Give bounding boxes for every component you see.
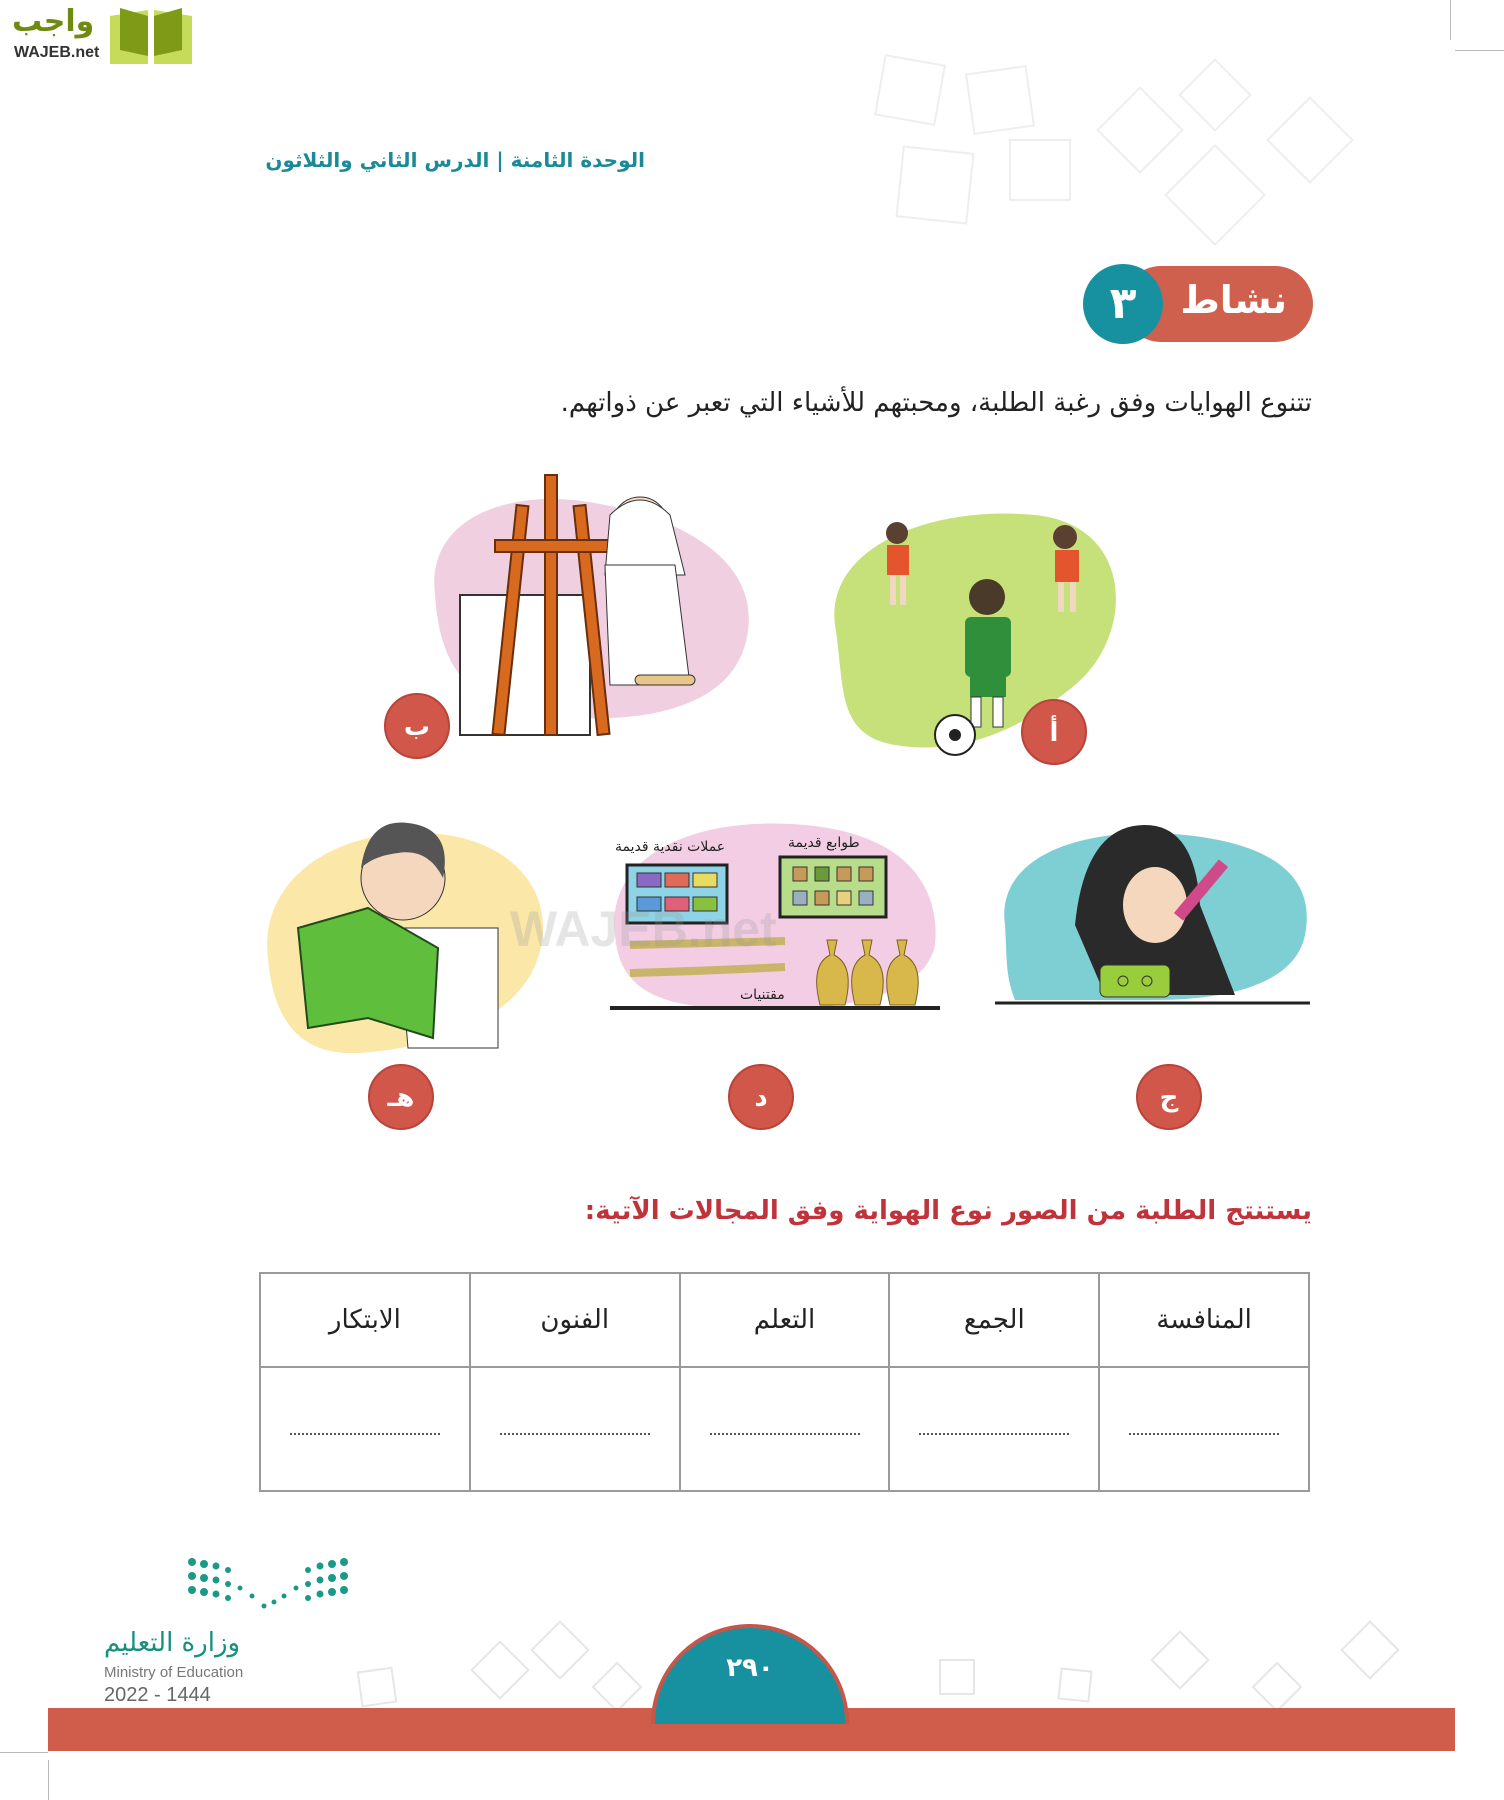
header-arts: الفنون — [470, 1273, 680, 1367]
table-header-row — [260, 1273, 1309, 1367]
caption-old-stamps: طوابع قديمة — [788, 835, 860, 851]
image-label-b: ب — [384, 693, 450, 759]
canvas — [460, 595, 590, 735]
question-prompt: يستنتج الطلبة من الصور نوع الهواية وفق المجالات الآتية: — [584, 1196, 1312, 1226]
header-innovation: الابتكار — [260, 1273, 470, 1367]
edition-year: 2022 - 1444 — [104, 1684, 211, 1706]
logo-arabic: واجب — [12, 4, 95, 39]
activity-number: ٣ — [1083, 264, 1163, 344]
image-label-j: ج — [1136, 1064, 1202, 1130]
background-pattern — [860, 40, 1420, 260]
answer-line[interactable] — [290, 1423, 440, 1435]
illustration-reader — [258, 808, 548, 1058]
ministry-dots-emblem — [186, 1556, 351, 1616]
answer-cell-arts[interactable] — [470, 1367, 680, 1491]
table-answer-row — [260, 1367, 1309, 1491]
unit-lesson-header: الوحدة الثامنة | الدرس الثاني والثلاثون — [265, 148, 645, 172]
header-competition: المنافسة — [1099, 1273, 1309, 1367]
crop-mark — [48, 1760, 49, 1800]
answer-line[interactable] — [500, 1423, 650, 1435]
activity-label: نشاط — [1180, 278, 1287, 322]
page-number: ٢٩٠ — [651, 1624, 849, 1724]
crop-mark — [1455, 50, 1504, 51]
header-learning: التعلم — [680, 1273, 890, 1367]
caption-collectibles: مقتنيات — [740, 987, 785, 1003]
wajeb-logo — [8, 4, 193, 66]
image-label-d: د — [728, 1064, 794, 1130]
watermark-text: WAJEB.net — [510, 901, 777, 957]
ministry-name-english: Ministry of Education — [104, 1664, 244, 1681]
answer-line[interactable] — [710, 1423, 860, 1435]
coffee-pots — [817, 940, 919, 1005]
crop-mark — [0, 1752, 48, 1753]
logo-latin: WAJEB.net — [14, 44, 100, 61]
answer-line[interactable] — [919, 1423, 1069, 1435]
hobby-classification-table — [259, 1272, 1310, 1492]
caption-old-currency: عملات نقدية قديمة — [615, 839, 726, 855]
image-label-a: أ — [1021, 699, 1087, 765]
activity-badge — [1083, 264, 1313, 344]
crop-mark — [1450, 0, 1451, 40]
header-collecting: الجمع — [889, 1273, 1099, 1367]
answer-line[interactable] — [1129, 1423, 1279, 1435]
illustration-painter — [425, 465, 755, 745]
image-label-h: هـ — [368, 1064, 434, 1130]
intro-text: تتنوع الهوايات وفق رغبة الطلبة، ومحبتهم للأشياء التي تعبر عن ذواتهم. — [560, 388, 1312, 418]
answer-cell-innovation[interactable] — [260, 1367, 470, 1491]
answer-cell-collecting[interactable] — [889, 1367, 1099, 1491]
ministry-of-education-logo — [100, 1556, 360, 1706]
ministry-name-arabic: وزارة التعليم — [104, 1628, 241, 1658]
answer-cell-learning[interactable] — [680, 1367, 890, 1491]
illustration-football — [815, 505, 1135, 775]
answer-cell-competition[interactable] — [1099, 1367, 1309, 1491]
illustration-inventor — [995, 815, 1315, 1010]
book-icon — [108, 6, 194, 66]
